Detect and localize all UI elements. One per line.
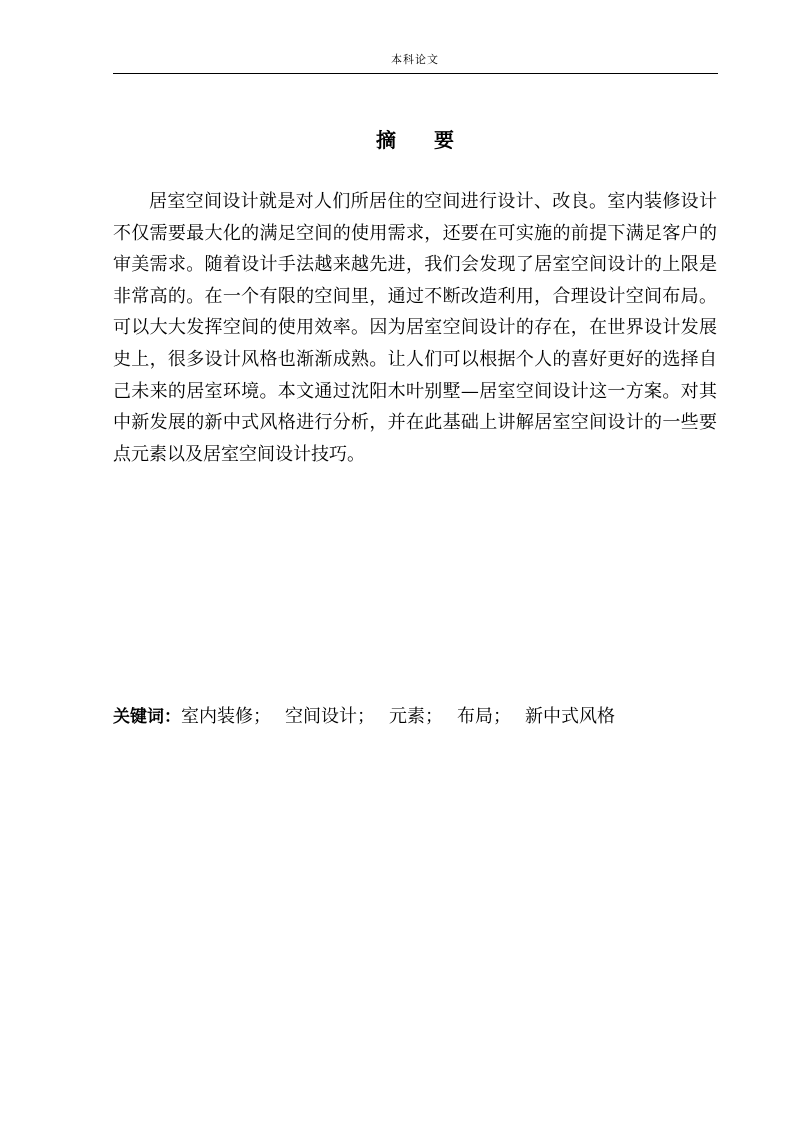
running-header: 本科论文 — [391, 53, 439, 66]
keywords-label: 关键词： — [113, 707, 181, 727]
keywords-line — [113, 702, 717, 732]
keyword-item: 新中式风格 — [525, 706, 615, 727]
keyword-item: 布局； — [457, 706, 511, 727]
keyword-item: 室内装修； — [181, 706, 271, 727]
abstract-title: 摘要 — [376, 128, 492, 152]
header-rule — [113, 73, 718, 74]
keyword-item: 元素； — [389, 706, 443, 727]
abstract-body: 居室空间设计就是对人们所居住的空间进行设计、改良。室内装修设计不仅需要最大化的满足空间的使用需求，还要在可实施的前提下满足客户的审美需求。随着设计手法越来越先进，我们会发现了居室空间设计的上限是非常高的。在一个有限的空间里，通过不断改造利用，合理设计空间布局。可以大大发挥空间的使用效率。因为居室空间设计的存在，在世界设计发展史上，很多设计风格也渐渐成熟。让人们可以根据个人的喜好更好的选择自己未来的居室环境。本文通过沈阳木叶别墅—居室空间设计这一方案。对其中新发展的新中式风格进行分析，并在此基础上讲解居室空间设计的一些要点元素以及居室空间设计技巧。 — [113, 191, 717, 465]
keyword-item: 空间设计； — [285, 706, 375, 727]
